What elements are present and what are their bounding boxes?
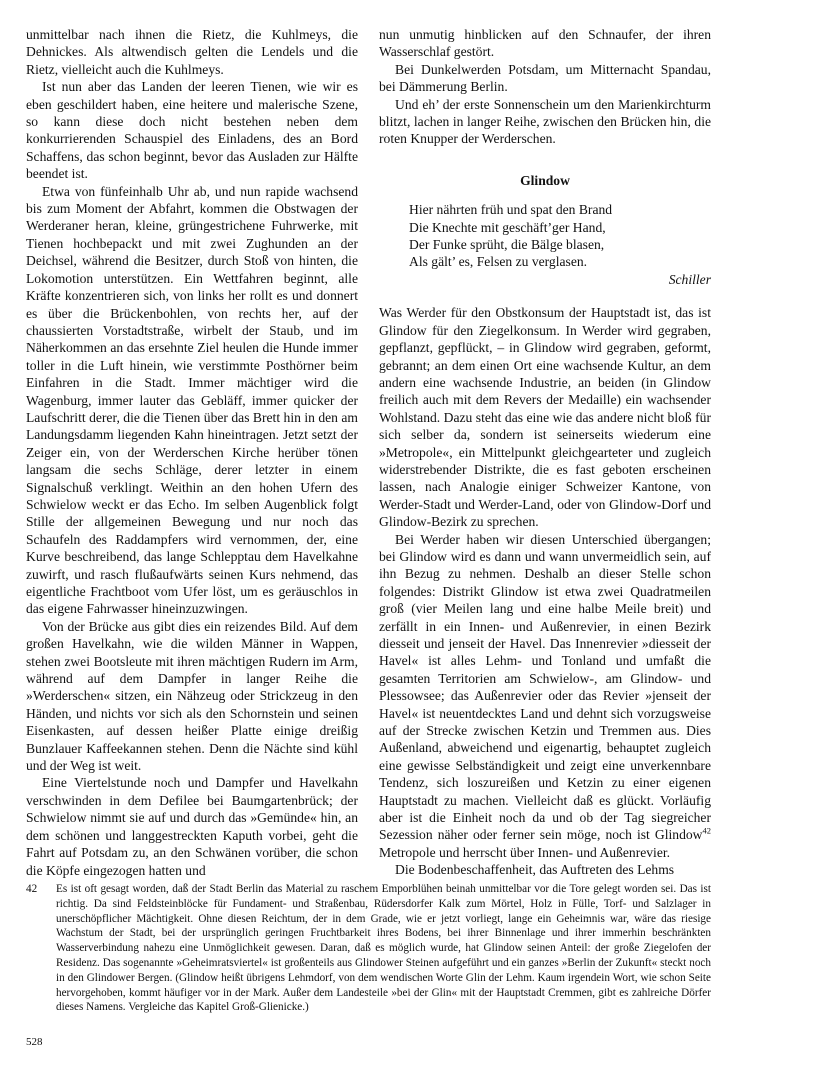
poem-line: Als gält’ es, Felsen zu verglasen. — [409, 254, 588, 270]
right-paragraph-1: nun unmutig hinblicken auf den Schnaufer, der ihren Wasserschlaf gestört. — [379, 27, 711, 60]
section-title: Glindow — [520, 172, 570, 188]
right-column — [379, 26, 711, 879]
paragraph-text: Bei Werder haben wir diesen Unterschied übergangen; bei Glindow wird es dann und wann unvermeidlich sein, auf ihn Bezug zu nehmen. Deshalb an dieser Stelle schon folgendes: Distrikt Glindow ist etwa zwei Quadratmeilen groß (vier Meilen lang und eine halbe Meile breit) und zerfällt in ein Innen- und Außenrevier, in einen Bezirk diesseit und jenseit der Havel. Das Innenrevier »diesseit der Havel« ist alles Lehm- und Tonland und umfaßt die gesamten Territorien am Schwielow-, am Glindow- und Plessowsee; das Außenrevier oder das Revier »jenseit der Havel« ist neuentdecktes Land und dehnt sich vorzugsweise auf der Strecke zwischen Ketzin und Tremmen aus. Dies Außenland, abweichend und eigenartig, behauptet zugleich eine gewisse Selbständigkeit und zeigt eine unverkennbare Tendenz, sich loszureißen und Ketzin zu einer eigenen Hauptstadt zu machen. Vielleicht daß es glückt. Vorläufig aber ist die Einheit noch da und ob der Tag siegreicher Sezession näher oder ferner sein möge, noch ist Glindow — [379, 531, 711, 843]
poem-line: Die Knechte mit geschäft’ger Hand, — [409, 219, 606, 235]
right-paragraph-2: Bei Dunkelwerden Potsdam, um Mitternacht Spandau, bei Dämmerung Berlin. — [379, 61, 711, 95]
poem-line: Der Funke sprüht, die Bälge blasen, — [409, 237, 605, 253]
left-paragraph-3: Etwa von fünfeinhalb Uhr ab, und nun rapide wachsend bis zum Moment der Abfahrt, kommen die Obstwagen der Werderaner heran, kleine, grüngestrichene Fuhrwerke, mit Tienen hochbepackt und mit zwei Zughunden an der Deichsel, während die Besitzer, durch Stoß von hinten, die Lokomotion unterstützen. Ein Wettfahren beginnt, alle Kräfte konzentrieren sich, von links her rollt es und donnert es über die Brückenbohlen, von rechts her, auf der chaussierten Vorstadtstraße, wirbelt der Staub, und im Näherkommen an das ersehnte Ziel heulen die Hunde immer toller in die Luft hinein, wie verstimmte Posthörner beim Einfahren in die Stadt. Immer mächtiger wird die Wagenburg, immer lauter das Gebläff, immer quicker der Laufschritt derer, die die Tienen über das Brett hin in den am Landungsdamm liegenden Kahn hineintragen. Jetzt setzt der Zeiger ein, von der Werderschen Kirche herüber tönen langsam die sechs Schläge, derer letzter in einem Signalschuß verklingt. Weithin an den hohen Ufern des Schwielow weckt er das Echo. Im selben Augenblick folgt Stille der allgemeinen Bewegung und nur noch das Schaufeln des Raddampfers wird vernommen, der, eine Kurve beschreibend, das lange Schlepptau dem Havelkahne zuwirft, und rasch flußaufwärts seinen Kurs nehmend, das eigentliche Frachtboot vom Ufer löst, um es geräuschlos in das eigene Fahrwasser hineinzuzwingen. — [26, 183, 358, 617]
page-number: 528 — [26, 1036, 43, 1048]
epigraph-poem — [409, 201, 711, 271]
right-paragraph-3: Und eh’ der erste Sonnenschein um den Marienkirchturm blitzt, lachen in langer Reihe, zwischen den Brücken hin, die roten Knupper der Werderschen. — [379, 96, 711, 147]
left-paragraph-4: Von der Brücke aus gibt dies ein reizendes Bild. Auf dem großen Havelkahn, wie die wilden Männer in Wappen, stehen zwei Bootsleute mit ihren mächtigen Rudern im Arm, während auf dem Dampfer in langer Reihe die »Werderschen« sitzen, ein Nähzeug oder Strickzeug in den Händen, und nichts vor sich als den Schornstein und seinen Eisenkasten, auf dessen heißer Platte einige dreißig Bunzlauer Kaffeekannen stehen. Denn die Nächte sind kühl und der Weg ist weit. — [26, 618, 358, 774]
left-paragraph-1: unmittelbar nach ihnen die Rietz, die Kuhlmeys, die Dehnickes. Als altwendisch gelten die Lendels und die Rietz, vielleicht auch die Kuhlmeys. — [26, 27, 358, 77]
footnote-reference[interactable]: 42 — [702, 825, 711, 836]
right-paragraph-6: Die Bodenbeschaffenheit, das Auftreten des Lehms — [395, 862, 675, 878]
left-paragraph-2: Ist nun aber das Landen der leeren Tienen, wie wir es eben geschildert haben, eine heitere und malerische Szene, so kann diese doch nicht bestehen neben dem konkurrierenden Schauspiel des Einladens, des an Bord Schaffens, das schon beginnt, bevor das Ausladen zur Hälfte beendet ist. — [26, 79, 358, 182]
left-column — [26, 26, 358, 879]
paragraph-text: Metropole und herrscht über Innen- und Außenrevier. — [379, 844, 671, 860]
right-paragraph-5 — [379, 531, 711, 862]
footnote — [26, 882, 711, 1015]
left-paragraph-5: Eine Viertelstunde noch und Dampfer und Havelkahn verschwinden in dem Defilee bei Baumgartenbrück; der Schwielow nimmt sie auf und durch das »Gemünde« hin, an dem schönen und langgestreckten Kaputh vorbei, geht die Fahrt auf Potsdam zu, an den Schwänen vorüber, die schon die Köpfe eingezogen hatten und — [26, 775, 358, 878]
right-paragraph-4: Was Werder für den Obstkonsum der Hauptstadt ist, das ist Glindow für den Ziegelkonsum. In Werder wird gegraben, gepflanzt, gepflückt, – in Glindow wird gegraben, geformt, gebrannt; an dem einen Ort eine wachsende Kultur, an dem andern eine wachsende Industrie, an beiden (in Glindow freilich auch mit dem Revers der Medaille) ein wachsender Wohlstand. Dazu steht das eine wie das andere nicht bloß für sich selber da, sondern ist seinerseits wiederum eine »Metropole«, ein Mittelpunkt gleichgearteter und zugleich widerstrebender Distrikte, die es fast geboten erscheinen lassen, nach Analogie einiger Schweizer Kantone, von Werder-Stadt und Werder-Land, oder von Glindow-Dorf und Glindow-Bezirk zu sprechen. — [379, 305, 711, 530]
poem-line: Hier nährten früh und spat den Brand — [409, 202, 613, 218]
footnote-text: Es ist oft gesagt worden, daß der Stadt Berlin das Material zu raschem Emporblühen beinah unmittelbar vor die Tore gelegt worden sei. Das ist richtig. Da sind Feldsteinblöcke für Fundament- und Straßenbau, Rüdersdorfer Kalk zum Mörtel, Holz in Fülle, Torf- und Salzlager in unerschöpflicher Mächtigkeit. Ohne diesen Reichtum, der in dem Grade, wie er jetzt vorliegt, lange ein Geheimnis war, wäre das riesige Wachstum der Stadt, bei der ursprünglich geringen Fruchtbarkeit ihres Bodens, bei ihrer Binnenlage und ihrer immerhin beschränkten Wasserverbindung nahezu eine Unmöglichkeit gewesen. Daran, daß es möglich wurde, hat Glindow seinen Anteil: der große Ziegelofen der Residenz. Das sogenannte »Geheimratsviertel« ist großenteils aus Glindower Steinen aufgeführt und ein ganzes »Berlin der Zukunft« steckt noch in den Glindower Bergen. (Glindow heißt übrigens Lehmdorf, von dem wendischen Worte Glin der Lehm. Kaum irgendein Wort, wie schon Seite hervorgehoben, kommt häufiger vor in der Mark. Außer dem Landesteile »bei der Glin« mit der Hauptstadt Cremmen, gibt es zahlreiche Dörfer dieses Namens. Vergleiche das Kapitel Groß-Glienicke.) — [56, 883, 711, 1014]
footnote-number: 42 — [26, 883, 38, 895]
poem-author: Schiller — [668, 271, 711, 287]
